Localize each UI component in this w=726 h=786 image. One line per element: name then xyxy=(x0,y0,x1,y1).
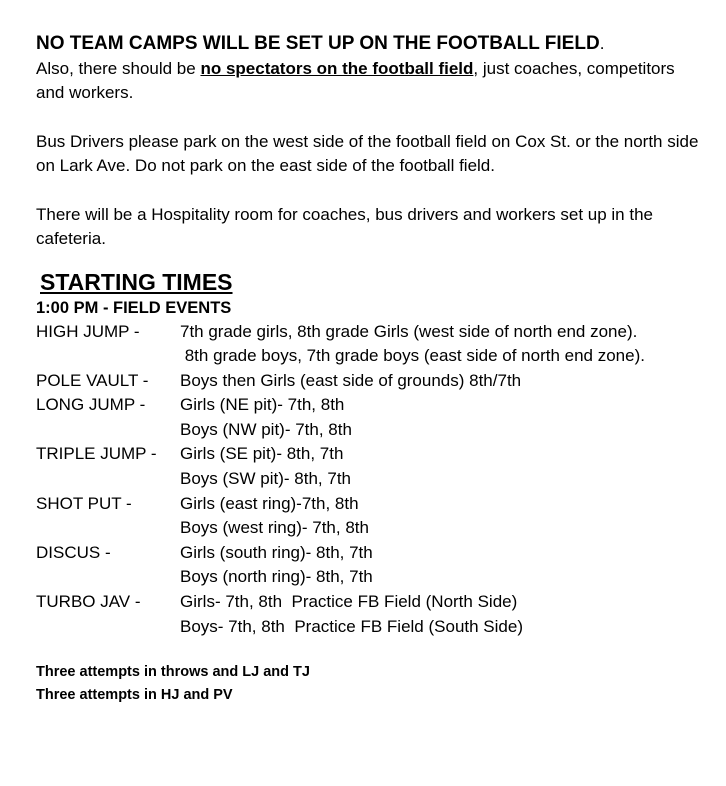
event-detail: 7th grade girls, 8th grade Girls (west side of north end zone). xyxy=(180,321,638,341)
no-spectators-emphasis: no spectators on the football field xyxy=(200,58,474,78)
event-detail: Girls- 7th, 8th Practice FB Field (North Side) xyxy=(180,592,518,612)
schedule-row xyxy=(36,442,706,467)
schedule-row xyxy=(36,541,706,566)
spectators-text-start: Also, there should be xyxy=(36,58,201,78)
document-page xyxy=(36,32,706,707)
schedule-row xyxy=(36,344,706,369)
starting-times-heading: STARTING TIMES xyxy=(40,268,233,295)
schedule-row xyxy=(36,320,706,345)
bus-parking-paragraph: Bus Drivers please park on the west side of the football field on Cox St. or the north side on Lark Ave. Do not park on the east side of the football field. xyxy=(36,131,699,175)
schedule-row xyxy=(36,369,706,394)
event-detail: Girls (south ring)- 8th, 7th xyxy=(180,542,373,562)
event-name xyxy=(36,565,180,590)
intro-paragraph xyxy=(36,32,706,106)
spectators-text-end: , just coaches, competitors and workers. xyxy=(36,58,675,102)
event-name: SHOT PUT - xyxy=(36,493,132,513)
event-name xyxy=(36,467,180,492)
event-name: TURBO JAV - xyxy=(36,592,141,612)
schedule-row xyxy=(36,418,706,443)
event-name: DISCUS - xyxy=(36,542,111,562)
event-name: TRIPLE JUMP - xyxy=(36,444,157,464)
event-name xyxy=(36,615,180,640)
event-detail: Boys (north ring)- 8th, 7th xyxy=(180,567,373,587)
attempts-notes xyxy=(36,639,706,707)
event-detail: Girls (east ring)-7th, 8th xyxy=(180,493,359,513)
event-name xyxy=(36,344,180,369)
event-detail: Boys- 7th, 8th Practice FB Field (South Side) xyxy=(180,616,523,636)
schedule-row xyxy=(36,565,706,590)
hospitality-paragraph: There will be a Hospitality room for coaches, bus drivers and workers set up in the cafeteria. xyxy=(36,204,653,248)
event-name xyxy=(36,418,180,443)
event-detail: Boys then Girls (east side of grounds) 8th/7th xyxy=(180,370,522,390)
event-detail: 8th grade boys, 7th grade boys (east side of north end zone). xyxy=(180,346,645,366)
event-detail: Boys (NW pit)- 7th, 8th xyxy=(180,419,352,439)
schedule-row xyxy=(36,516,706,541)
attempts-note: Three attempts in throws and LJ and TJ xyxy=(36,664,310,681)
schedule-list xyxy=(36,320,706,640)
schedule-row xyxy=(36,393,706,418)
no-camps-headline: NO TEAM CAMPS WILL BE SET UP ON THE FOOTBALL FIELD xyxy=(36,33,600,54)
event-name: HIGH JUMP - xyxy=(36,321,140,341)
schedule-row xyxy=(36,615,706,640)
event-name: POLE VAULT - xyxy=(36,370,149,390)
event-detail: Boys (west ring)- 7th, 8th xyxy=(180,518,369,538)
schedule-row xyxy=(36,467,706,492)
schedule-row xyxy=(36,492,706,517)
event-name xyxy=(36,516,180,541)
event-name: LONG JUMP - xyxy=(36,395,146,415)
spacer xyxy=(36,179,706,203)
event-detail: Girls (NE pit)- 7th, 8th xyxy=(180,395,345,415)
event-detail: Boys (SW pit)- 8th, 7th xyxy=(180,469,351,489)
event-detail: Girls (SE pit)- 8th, 7th xyxy=(180,444,344,464)
field-events-subheading: 1:00 PM - FIELD EVENTS xyxy=(36,298,232,317)
schedule-row xyxy=(36,590,706,615)
headline-period: . xyxy=(599,34,605,53)
attempts-note: Three attempts in HJ and PV xyxy=(36,687,233,704)
spacer xyxy=(36,106,706,130)
